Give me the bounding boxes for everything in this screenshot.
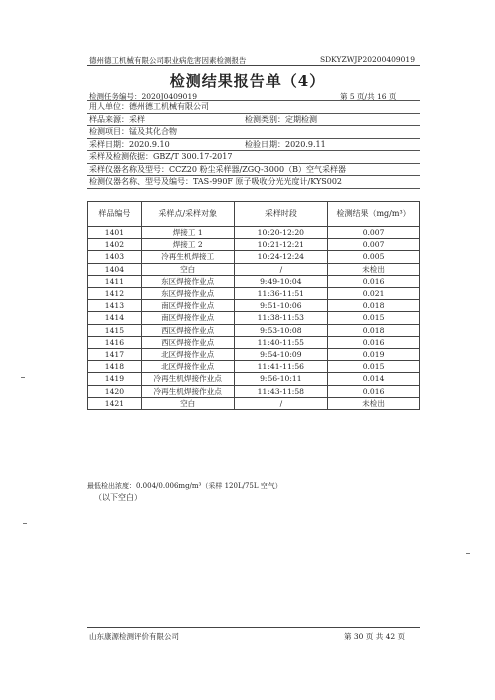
table-row — [88, 275, 420, 287]
cell-result: 0.018 — [328, 300, 420, 312]
test-item: 检测项目：锰及其化合物 — [89, 127, 177, 136]
info-row-instrument — [87, 175, 420, 189]
info-row-item — [87, 125, 420, 138]
cell-result: 0.019 — [328, 349, 420, 361]
cell-result: 0.021 — [328, 288, 420, 300]
cell-sample-no: 1420 — [88, 385, 142, 397]
cell-sample-no: 1415 — [88, 324, 142, 336]
col-header-result: 检测结果（mg/m³） — [328, 202, 420, 227]
cell-period: 9:56-10:11 — [234, 373, 328, 385]
info-row-basis — [87, 150, 420, 163]
cell-location: 冷再生机焊接作业点 — [141, 373, 234, 385]
cell-location: 南区焊接作业点 — [141, 312, 234, 324]
margin-mark — [23, 523, 27, 524]
info-block — [87, 100, 420, 189]
cell-sample-no: 1402 — [88, 239, 142, 251]
cell-location: 空白 — [141, 397, 234, 409]
cell-period: 10:24-12:24 — [234, 251, 328, 263]
cell-sample-no: 1417 — [88, 349, 142, 361]
cell-sample-no: 1401 — [88, 227, 142, 239]
cell-location: 西区焊接作业点 — [141, 324, 234, 336]
info-row-source — [87, 113, 420, 126]
table-row — [88, 385, 420, 397]
table-header-row — [88, 202, 420, 227]
table-row — [88, 349, 420, 361]
table-row — [88, 373, 420, 385]
cell-period: 9:49-10:04 — [234, 275, 328, 287]
info-row-employer — [87, 100, 420, 113]
info-row-sampler — [87, 163, 420, 176]
cell-location: 南区焊接作业点 — [141, 300, 234, 312]
table-row — [88, 227, 420, 239]
sample-source: 样品来源：采样 — [89, 114, 145, 124]
cell-period: 11:36-11:51 — [234, 288, 328, 300]
cell-period: 11:43-11:58 — [234, 385, 328, 397]
page-info: 第 5 页/共 16 页 — [340, 92, 397, 101]
cell-period: 11:38-11:53 — [234, 312, 328, 324]
cell-result: 0.015 — [328, 312, 420, 324]
cell-result: 0.007 — [328, 227, 420, 239]
blank-below-note: （以下空白） — [94, 493, 142, 502]
cell-sample-no: 1419 — [88, 373, 142, 385]
cell-result: 0.015 — [328, 361, 420, 373]
cell-period: / — [234, 397, 328, 409]
sampler-instrument: 采样仪器名称及型号：CCZ20 粉尘采样器/ZGQ-3000（B）空气采样器 — [89, 164, 346, 174]
table-row — [88, 397, 420, 409]
cell-location: 北区焊接作业点 — [141, 361, 234, 373]
cell-location: 冷再生机焊接作业点 — [141, 385, 234, 397]
employer: 用人单位：德州德工机械有限公司 — [89, 102, 209, 111]
cell-result: 0.007 — [328, 239, 420, 251]
margin-mark — [21, 377, 25, 378]
header-report-code: SDKYZWJP20200409019 — [320, 55, 415, 64]
cell-result: 0.014 — [328, 373, 420, 385]
cell-location: 冷再生机焊接工 — [141, 251, 234, 263]
cell-sample-no: 1418 — [88, 361, 142, 373]
header-company-title: 德州德工机械有限公司职业病危害因素检测报告 — [89, 56, 247, 65]
report-title: 检测结果报告单（4） — [169, 72, 326, 90]
cell-location: 焊接工 1 — [141, 227, 234, 239]
cell-period: 11:40-11:55 — [234, 336, 328, 348]
footer-page: 第 30 页 共 42 页 — [344, 632, 406, 641]
cell-location: 东区焊接作业点 — [141, 288, 234, 300]
table-row — [88, 324, 420, 336]
cell-sample-no: 1403 — [88, 251, 142, 263]
table-row — [88, 239, 420, 251]
footer-divider — [87, 627, 420, 628]
cell-location: 东区焊接作业点 — [141, 275, 234, 287]
cell-sample-no: 1404 — [88, 263, 142, 275]
table-row — [88, 251, 420, 263]
cell-location: 焊接工 2 — [141, 239, 234, 251]
results-table — [87, 201, 420, 410]
cell-period: 9:53-10:08 — [234, 324, 328, 336]
cell-sample-no: 1421 — [88, 397, 142, 409]
col-header-period: 采样时段 — [234, 202, 328, 227]
sampling-basis: 采样及检测依据：GBZ/T 300.17-2017 — [89, 152, 233, 161]
margin-mark — [466, 553, 470, 554]
footer-organization: 山东康源检测评价有限公司 — [89, 632, 179, 641]
cell-period: 11:41-11:56 — [234, 361, 328, 373]
cell-sample-no: 1416 — [88, 336, 142, 348]
cell-sample-no: 1411 — [88, 275, 142, 287]
task-number: 检测任务编号：2020J0409019 — [89, 92, 197, 101]
cell-sample-no: 1412 — [88, 288, 142, 300]
cell-result: 0.005 — [328, 251, 420, 263]
cell-period: 9:54-10:09 — [234, 349, 328, 361]
col-header-sample-no: 样品编号 — [88, 202, 142, 227]
cell-result: 0.016 — [328, 385, 420, 397]
cell-period: 10:20-12:20 — [234, 227, 328, 239]
sampling-date: 采样日期：2020.9.10 — [89, 139, 170, 149]
cell-location: 北区焊接作业点 — [141, 349, 234, 361]
cell-sample-no: 1413 — [88, 300, 142, 312]
info-row-dates — [87, 138, 420, 151]
test-instrument: 检测仪器名称、型号及编号：TAS-990F 原子吸收分光光度计/KYS002 — [89, 177, 343, 186]
cell-period: 10:21-12:21 — [234, 239, 328, 251]
cell-result: 0.018 — [328, 324, 420, 336]
cell-sample-no: 1414 — [88, 312, 142, 324]
test-category: 检测类别：定期检测 — [245, 114, 317, 124]
detection-limit-note: 最低检出浓度：0.004/0.006mg/m³（采样 120L/75L 空气） — [87, 482, 282, 490]
cell-result: 未检出 — [328, 397, 420, 409]
header-divider — [87, 65, 420, 66]
cell-result: 0.016 — [328, 275, 420, 287]
cell-period: / — [234, 263, 328, 275]
table-row — [88, 336, 420, 348]
table-row — [88, 288, 420, 300]
table-row — [88, 263, 420, 275]
cell-location: 空白 — [141, 263, 234, 275]
cell-result: 0.016 — [328, 336, 420, 348]
table-row — [88, 312, 420, 324]
table-row — [88, 361, 420, 373]
col-header-location: 采样点/采样对象 — [141, 202, 234, 227]
cell-period: 9:51-10:06 — [234, 300, 328, 312]
table-row — [88, 300, 420, 312]
cell-result: 未检出 — [328, 263, 420, 275]
inspection-date: 检验日期：2020.9.11 — [245, 139, 326, 149]
cell-location: 西区焊接作业点 — [141, 336, 234, 348]
